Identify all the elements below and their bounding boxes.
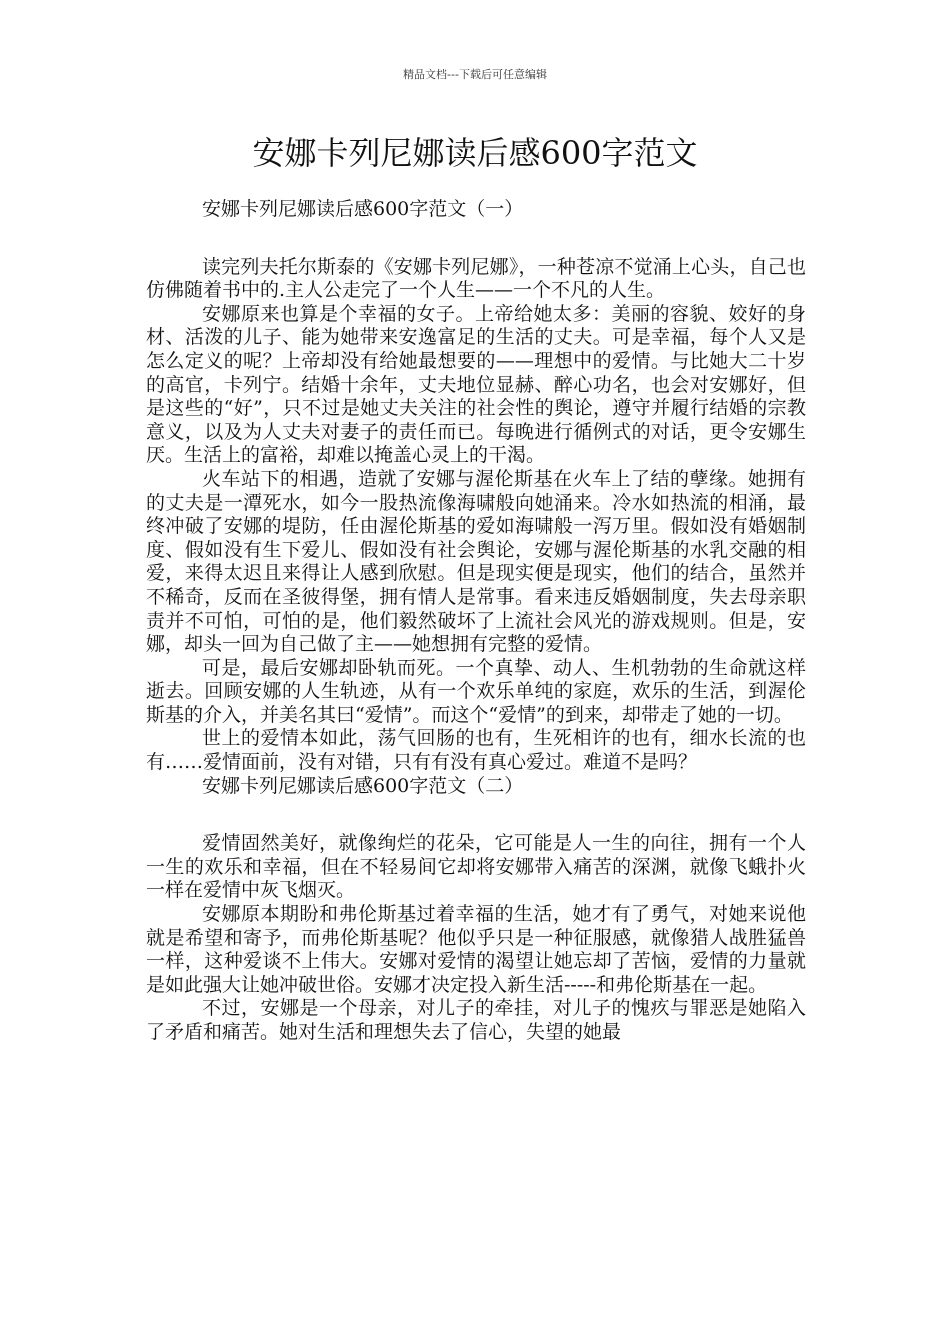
document-title: 安娜卡列尼娜读后感600字范文 [252,134,698,172]
paragraph: 爱情固然美好，就像绚烂的花朵，它可能是人一生的向往，拥有一个人一生的欢乐和幸福，但在不轻易间它却将安娜带入痛苦的深渊，就像飞蛾扑火一样在爱情中灰飞烟灭。 [146,832,806,902]
header-note: 精品文档---下载后可任意编辑 [403,68,547,81]
document-body [146,198,806,1045]
paragraph: 安娜原来也算是个幸福的女子。上帝给她太多：美丽的容貌、姣好的身材、活泼的儿子、能为她带来安逸富足的生活的丈夫。可是幸福，每个人又是怎么定义的呢？上帝却没有给她最想要的——理想中的爱情。与比她大二十岁的高官，卡列宁。结婚十余年，丈夫地位显赫、醉心功名，也会对安娜好，但是这些的“好”，只不过是她丈夫关注的社会性的舆论，遵守并履行结婚的宗教意义，以及为人丈夫对妻子的责任而已。每晚进行循例式的对话，更令安娜生厌。生活上的富裕，却难以掩盖心灵上的干渴。 [146,302,806,467]
section-heading-1: 安娜卡列尼娜读后感600字范文（一） [202,198,524,220]
paragraph: 可是，最后安娜却卧轨而死。一个真挚、动人、生机勃勃的生命就这样逝去。回顾安娜的人生轨迹，从有一个欢乐单纯的家庭，欢乐的生活，到渥伦斯基的介入，并美名其曰“爱情”。而这个“爱情”的到来，却带走了她的一切。 [146,656,806,726]
section-gap [146,222,806,256]
paragraph: 安娜原本期盼和弗伦斯基过着幸福的生活，她才有了勇气，对她来说他就是希望和寄予，而弗伦斯基呢？他似乎只是一种征服感，就像猎人战胜猛兽一样，这种爱谈不上伟大。安娜对爱情的渴望让她忘却了苦恼，爱情的力量就是如此强大让她冲破世俗。安娜才决定投入新生活-----和弗伦斯基在一起。 [146,903,806,996]
paragraph: 不过，安娜是一个母亲，对儿子的牵挂，对儿子的愧疚与罪恶是她陷入了矛盾和痛苦。她对生活和理想失去了信心，失望的她最 [146,997,806,1043]
paragraph: 世上的爱情本如此，荡气回肠的也有，生死相许的也有，细水长流的也有……爱情面前，没有对错，只有有没有真心爱过。难道不是吗？ [146,727,806,774]
section-heading-2: 安娜卡列尼娜读后感600字范文（二） [202,774,524,797]
section-gap [146,798,806,832]
paragraph: 读完列夫托尔斯泰的《安娜卡列尼娜》，一种苍凉不觉涌上心头，自己也仿佛随着书中的.主人公走完了一个人生——一个不凡的人生。 [146,255,806,302]
paragraph: 火车站下的相遇，造就了安娜与渥伦斯基在火车上了结的孽缘。她拥有的丈夫是一潭死水，如今一股热流像海啸般向她涌来。冷水如热流的相涌，最终冲破了安娜的堤防，任由渥伦斯基的爱如海啸般一泻万里。假如没有婚姻制度、假如没有生下爱儿、假如没有社会舆论，安娜与渥伦斯基的水乳交融的相爱，来得太迟且来得让人感到欣慰。但是现实便是现实，他们的结合，虽然并不稀奇，反而在圣彼得堡，拥有情人是常事。看来违反婚姻制度，失去母亲职责并不可怕，可怕的是，他们毅然破坏了上流社会风光的游戏规则。但是，安娜，却头一回为自己做了主——她想拥有完整的爱情。 [146,467,806,656]
